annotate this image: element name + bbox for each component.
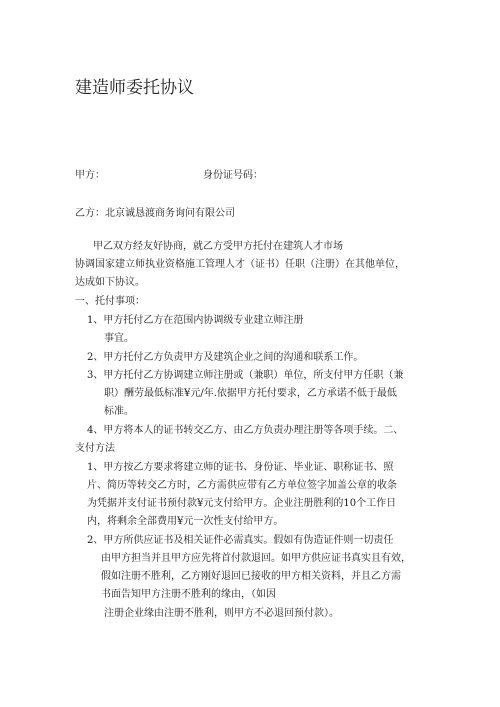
list-item-line: 3、甲方托付乙方协调建立师注册或（兼职）单位，所支付甲方任职（兼 — [87, 370, 404, 381]
list-item-line: 标准。 — [104, 406, 134, 417]
list-item-line: 事宜。 — [104, 333, 134, 344]
list-item-line: 片、简历等转交乙方时，乙方需供应带有乙方单位签字加盖公章的收条 — [87, 480, 397, 491]
section-heading: 支付方法 — [75, 443, 115, 454]
list-item-line: 1、甲方托付乙方在范围内协调级专业建立师注册 — [87, 315, 304, 326]
list-item-line: 2、甲方所供应证书及相关证件必需真实。假如有伪造证件则一切责任 — [87, 535, 394, 546]
list-item-line: 2、甲方托付乙方负责甲方及建筑企业之间的沟通和联系工作。 — [87, 352, 364, 363]
section-heading: 一、托付事项： — [75, 296, 145, 307]
document-title: 建造师委托协议 — [75, 78, 194, 98]
list-item-line: 由甲方担当并且甲方应先将首付款退回。如甲方供应证书真实且有效， — [101, 553, 411, 564]
id-number-label: 身份证号码： — [203, 170, 263, 181]
intro-line: 协调国家建立师执业资格施工管理人才（证书）任职（注册）在其他单位， — [75, 259, 405, 270]
party-a-label: 甲方： — [75, 170, 105, 181]
list-item-line: 为凭据并支付证书预付款¥元支付给甲方。企业注册胜利的10个工作日 — [87, 498, 397, 509]
list-item-line: 注册企业缘由注册不胜利，则甲方不必退回预付款）。 — [104, 608, 339, 619]
list-item-line: 4、甲方将本人的证书转交乙方、由乙方负责办理注册等各项手续。二、 — [87, 425, 404, 436]
list-item-line: 书面告知甲方注册不胜利的缘由，（如因 — [101, 589, 276, 600]
intro-line: 甲乙双方经友好协商，就乙方受甲方托付在建筑人才市场 — [93, 241, 343, 252]
list-item-line: 1、甲方按乙方要求将建立师的证书、身份证、毕业证、职称证书、照 — [87, 462, 394, 473]
intro-line: 达成如下协议。 — [75, 277, 145, 288]
list-item-line: 内，将剩余全部费用¥元一次性支付给甲方。 — [87, 516, 284, 527]
list-item-line: 假如注册不胜利，乙方刚好退回已接收的甲方相关资料，并且乙方需 — [101, 571, 401, 582]
list-item-line: 职）酬劳最低标准¥元/年.依据甲方托付要求，乙方承诺不低于最低 — [104, 388, 397, 399]
party-b-line: 乙方：北京诚恳渡商务询问有限公司 — [75, 208, 235, 219]
